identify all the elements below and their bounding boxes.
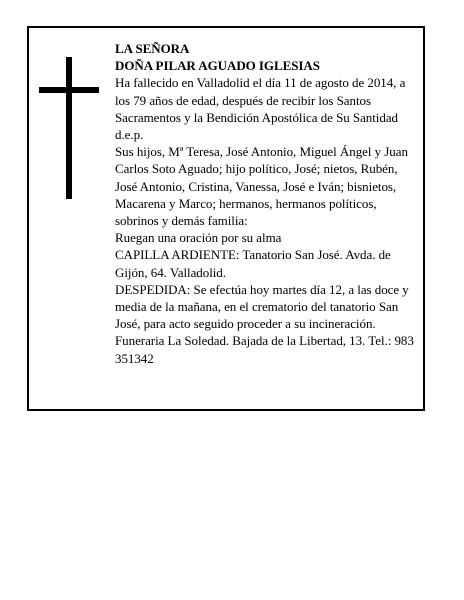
funeral-home-info: Funeraria La Soledad. Bajada de la Libertad, 13. Tel.: 983 351342 bbox=[115, 333, 414, 366]
cross-horizontal-bar bbox=[39, 87, 99, 93]
farewell-info: DESPEDIDA: Se efectúa hoy martes día 12, a las doce y media de la mañana, en el crematorio del tanatorio San José, para acto seguido proceder a su incineración. bbox=[115, 281, 409, 332]
notice-text bbox=[115, 40, 420, 367]
chapel-info: CAPILLA ARDIENTE: Tanatorio San José. Avda. de Gijón, 64. Valladolid. bbox=[115, 247, 391, 280]
deceased-name: DOÑA PILAR AGUADO IGLESIAS bbox=[115, 58, 320, 74]
prayer-request: Ruegan una oración por su alma bbox=[115, 230, 282, 246]
family-list: Sus hijos, Mª Teresa, José Antonio, Miguel Ángel y Juan Carlos Soto Aguado; hijo político, José; nietos, Rubén, José Antonio, Cristina, Vanessa, José e Iván; bisnietos, Macarena y Marco; hermanos, hermanos políticos, sobrinos y demás familia: bbox=[115, 144, 408, 229]
cross-icon bbox=[39, 57, 99, 199]
cross-vertical-bar bbox=[66, 57, 72, 199]
notice-heading-title: LA SEÑORA bbox=[115, 41, 190, 56]
death-announcement: Ha fallecido en Valladolid el día 11 de agosto de 2014, a los 79 años de edad, después de recibir los Santos Sacramentos y la Bendición Apostólica de Su Santidad d.e.p. bbox=[115, 75, 406, 143]
obituary-notice bbox=[27, 26, 425, 411]
